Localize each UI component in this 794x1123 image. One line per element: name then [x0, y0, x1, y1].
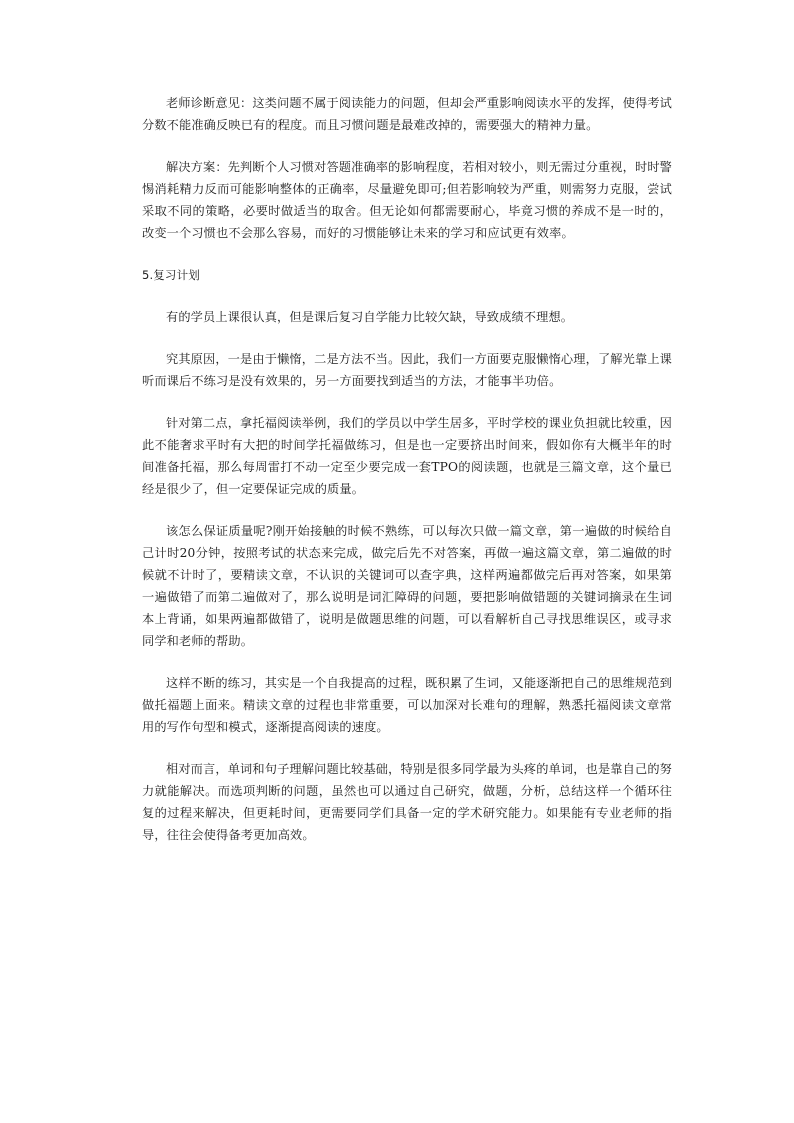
paragraph-quality-method: 该怎么保证质量呢?刚开始接触的时候不熟练，可以每次只做一篇文章，第一遍做的时候给自己计时20分钟，按照考试的状态来完成，做完后先不对答案，再做一遍这篇文章，第二遍做的时候就不计时了，要精读文章，不认识的关键词可以查字典，这样两遍都做完后再对答案，如果第一遍做错了而第二遍做对了，那么说明是词汇障碍的问题，要把影响做错题的关键词摘录在生词本上背诵，如果两遍都做错了，说明是做题思维的问题，可以看解析自己寻找思维误区，或寻求同学和老师的帮助。	[142, 524, 672, 648]
paragraph-teacher-diagnosis: 老师诊断意见：这类问题不属于阅读能力的问题，但却会严重影响阅读水平的发挥，使得考试分数不能准确反映已有的程度。而且习惯问题是最难改掉的，需要强大的精神力量。	[142, 96, 672, 132]
section-heading: 5.复习计划	[142, 268, 200, 282]
paragraph-solution: 解决方案：先判断个人习惯对答题准确率的影响程度，若相对较小，则无需过分重视，时时警惕消耗精力反而可能影响整体的正确率，尽量避免即可;但若影响较为严重，则需努力克服，尝试采取不同的策略，必要时做适当的取舍。但无论如何都需要耐心，毕竟习惯的养成不是一时的，改变一个习惯也不会那么容易，而好的习惯能够让未来的学习和应试更有效率。	[142, 160, 672, 240]
paragraph-toefl-example: 针对第二点，拿托福阅读举例，我们的学员以中学生居多，平时学校的课业负担就比较重，因此不能奢求平时有大把的时间学托福做练习，但是也一定要挤出时间来，假如你有大概半年的时间准备托福，那么每周雷打不动一定至少要完成一套TPO的阅读题，也就是三篇文章，这个量已经是很少了，但一定要保证完成的质量。	[142, 416, 672, 496]
document-body	[142, 92, 672, 866]
paragraph-review-intro: 有的学员上课很认真，但是课后复习自学能力比较欠缺，导致成绩不理想。	[166, 310, 574, 324]
paragraph-reasons: 究其原因，一是由于懒惰，二是方法不当。因此，我们一方面要克服懒惰心理，了解光靠上课听而课后不练习是没有效果的，另一方面要找到适当的方法，才能事半功倍。	[142, 352, 672, 388]
paragraph-practice-benefit: 这样不断的练习，其实是一个自我提高的过程，既积累了生词，又能逐渐把自己的思维规范到做托福题上面来。精读文章的过程也非常重要，可以加深对长难句的理解，熟悉托福阅读文章常用的写作句型和模式，逐渐提高阅读的速度。	[142, 676, 672, 734]
paragraph-conclusion: 相对而言，单词和句子理解问题比较基础，特别是很多同学最为头疼的单词，也是靠自己的努力就能解决。而选项判断的问题，虽然也可以通过自己研究，做题，分析，总结这样一个循环往复的过程来解决，但更耗时间，更需要同学们具备一定的学术研究能力。如果能有专业老师的指导，往往会使得备考更加高效。	[142, 762, 672, 842]
